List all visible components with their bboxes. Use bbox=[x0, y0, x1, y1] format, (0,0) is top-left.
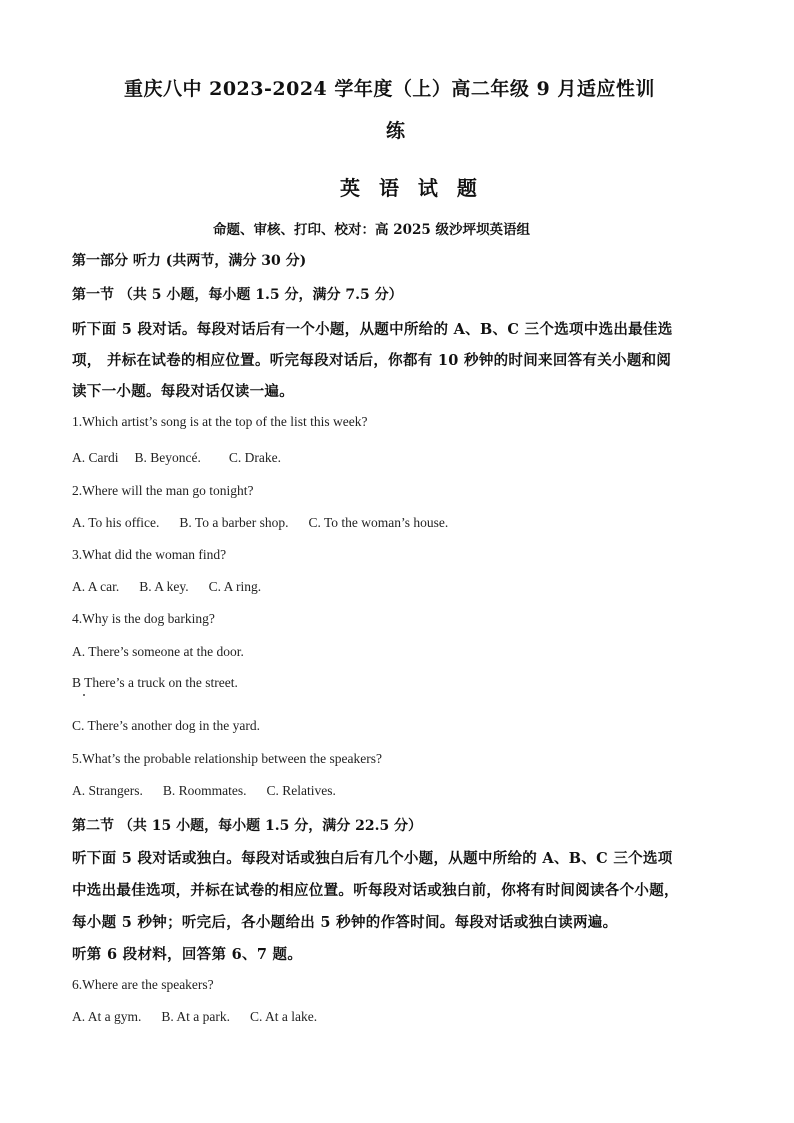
option-b[interactable]: B. At a park. bbox=[161, 1009, 230, 1024]
section1-instruction-line: 听下面 5 段对话。每段对话后有一个小题，从题中所给的 A、B、C 三个选项中选出最佳选 bbox=[72, 321, 673, 338]
question-stem: 1.Which artist’s song is at the top of the list this week? bbox=[72, 414, 368, 429]
option-b[interactable]: B. To a barber shop. bbox=[179, 515, 289, 530]
option-a[interactable]: A. There’s someone at the door. bbox=[72, 644, 244, 659]
question-stem: 4.Why is the dog barking? bbox=[72, 611, 215, 626]
section1-instruction-line: 读下一小题。每段对话仅读一遍。 bbox=[72, 383, 294, 400]
section1-instruction-line: 项， 并标在试卷的相应位置。听完每段对话后，你都有 10 秒钟的时间来回答有关小题和阅 bbox=[72, 352, 672, 369]
question-options bbox=[72, 783, 350, 799]
option-c[interactable]: C. There’s another dog in the yard. bbox=[72, 718, 260, 733]
section2-instruction-line: 中选出最佳选项，并标在试卷的相应位置。听每段对话或独白前，你将有时间阅读各个小题， bbox=[72, 882, 679, 899]
subject-title: 英 语 试 题 bbox=[340, 176, 483, 200]
question-options bbox=[72, 450, 295, 466]
option-c[interactable]: C. Drake. bbox=[228, 450, 281, 465]
question-stem: 5.What’s the probable relationship between the speakers? bbox=[72, 751, 383, 766]
option-a[interactable]: A. Cardi bbox=[72, 450, 119, 465]
question-options bbox=[72, 579, 275, 595]
question-stem: 6.Where are the speakers? bbox=[72, 977, 214, 992]
question-options bbox=[72, 1009, 331, 1025]
section1-heading: 第一节 （共 5 小题，每小题 1.5 分，满分 7.5 分） bbox=[72, 287, 403, 303]
option-b[interactable]: B. A key. bbox=[139, 579, 189, 594]
option-c[interactable]: C. At a lake. bbox=[250, 1009, 318, 1024]
option-b[interactable]: B. Roommates. bbox=[162, 783, 247, 798]
question-options bbox=[72, 515, 462, 531]
section2-instruction-line: 每小题 5 秒钟；听完后，各小题给出 5 秒钟的作答时间。每段对话或独白读两遍。 bbox=[72, 914, 618, 931]
exam-title-line2: 练 bbox=[386, 120, 406, 142]
option-a[interactable]: A. At a gym. bbox=[72, 1009, 142, 1024]
part1-heading: 第一部分 听力 (共两节，满分 30 分) bbox=[72, 253, 307, 269]
option-a[interactable]: A. Strangers. bbox=[72, 783, 143, 798]
question-stem: 2.Where will the man go tonight? bbox=[72, 483, 254, 498]
option-c[interactable]: C. A ring. bbox=[208, 579, 262, 594]
option-b[interactable]: B. Beyoncé. bbox=[134, 450, 201, 465]
section2-instruction-line: 听下面 5 段对话或独白。每段对话或独白后有几个小题，从题中所给的 A、B、C 三个选项 bbox=[72, 850, 673, 867]
option-c[interactable]: C. To the woman’s house. bbox=[308, 515, 449, 530]
exam-title-line1: 重庆八中 2023-2024 学年度（上）高二年级 9 月适应性训 bbox=[124, 78, 655, 100]
credits-line: 命题、审核、打印、校对：高 2025 级沙坪坝英语组 bbox=[213, 222, 530, 238]
option-c[interactable]: C. Relatives. bbox=[266, 783, 336, 798]
question-stem: 3.What did the woman find? bbox=[72, 547, 227, 562]
section2-heading: 第二节 （共 15 小题，每小题 1.5 分，满分 22.5 分） bbox=[72, 818, 423, 834]
option-a[interactable]: A. A car. bbox=[72, 579, 120, 594]
material-heading: 听第 6 段材料，回答第 6、7 题。 bbox=[72, 946, 303, 963]
stray-dot bbox=[83, 694, 85, 696]
option-a[interactable]: A. To his office. bbox=[72, 515, 160, 530]
option-b[interactable]: B There’s a truck on the street. bbox=[72, 675, 238, 690]
